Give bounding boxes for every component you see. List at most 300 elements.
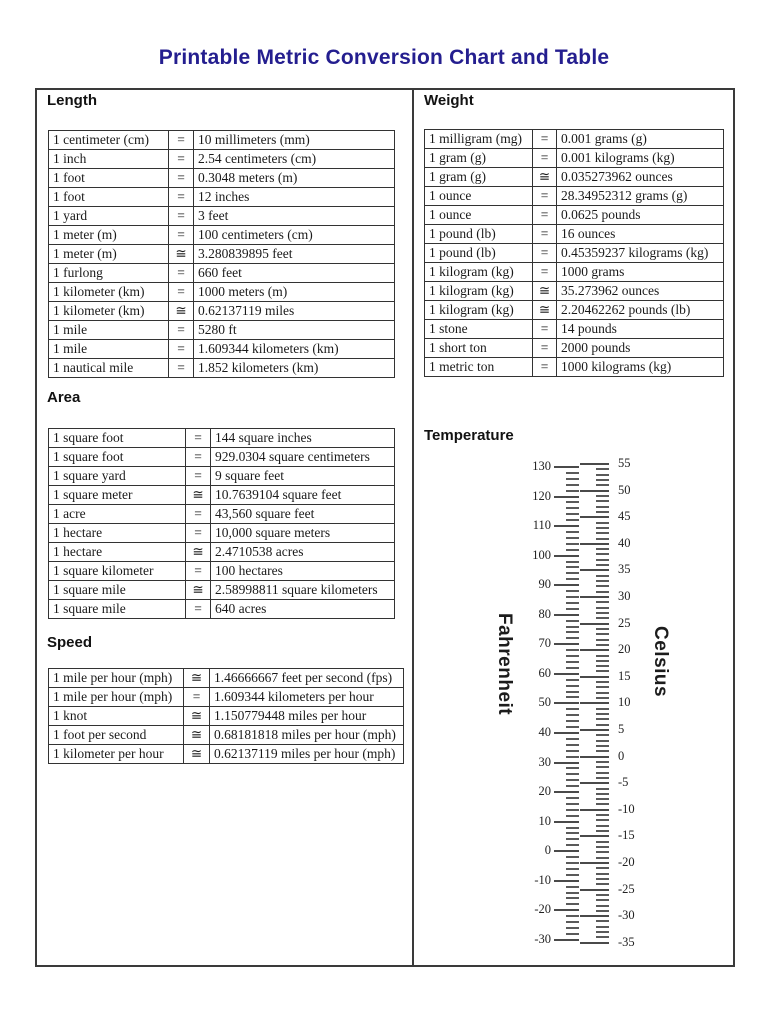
unit-cell: 1 short ton <box>425 339 533 358</box>
conversion-row <box>425 187 724 206</box>
celsius-tick-label: -15 <box>618 828 635 842</box>
value-cell: 640 acres <box>211 600 395 619</box>
celsius-tick-label: -10 <box>618 802 635 816</box>
conversion-row <box>49 669 404 688</box>
relation-cell: ≅ <box>186 581 211 600</box>
conversion-row <box>49 359 395 378</box>
unit-cell: 1 ounce <box>425 187 533 206</box>
fahrenheit-tick <box>566 602 579 604</box>
fahrenheit-tick-label: 100 <box>532 548 551 562</box>
fahrenheit-tick <box>566 626 579 628</box>
celsius-tick <box>596 564 609 566</box>
unit-cell: 1 mile <box>49 321 169 340</box>
conversion-row <box>425 149 724 168</box>
celsius-tick <box>596 931 609 933</box>
celsius-tick-label: 35 <box>618 562 631 576</box>
unit-cell: 1 gram (g) <box>425 168 533 187</box>
fahrenheit-tick-label: -20 <box>534 902 551 916</box>
celsius-tick-label: 5 <box>618 722 625 736</box>
relation-cell: ≅ <box>169 245 194 264</box>
value-cell: 1.609344 kilometers per hour <box>210 688 404 707</box>
fahrenheit-tick <box>554 525 579 527</box>
celsius-tick-label: 55 <box>618 456 631 470</box>
celsius-tick <box>596 713 609 715</box>
value-cell: 0.001 grams (g) <box>557 130 724 149</box>
relation-cell: ≅ <box>533 282 557 301</box>
value-cell: 14 pounds <box>557 320 724 339</box>
fahrenheit-tick <box>566 803 579 805</box>
fahrenheit-tick <box>566 566 579 568</box>
unit-cell: 1 mile per hour (mph) <box>49 669 184 688</box>
unit-cell: 1 hectare <box>49 524 186 543</box>
celsius-tick <box>596 681 609 683</box>
length-conversion-table <box>48 130 395 378</box>
fahrenheit-tick <box>566 484 579 486</box>
fahrenheit-tick <box>566 637 579 639</box>
relation-cell: = <box>533 358 557 377</box>
relation-cell: ≅ <box>184 745 210 764</box>
relation-cell: ≅ <box>186 543 211 562</box>
conversion-row <box>425 339 724 358</box>
celsius-tick <box>596 617 609 619</box>
fahrenheit-tick <box>554 643 579 645</box>
unit-cell: 1 kilometer (km) <box>49 302 169 321</box>
fahrenheit-axis-label: Fahrenheit <box>494 613 515 716</box>
relation-cell: = <box>186 505 211 524</box>
relation-cell: = <box>186 448 211 467</box>
fahrenheit-tick <box>566 490 579 492</box>
relation-cell: = <box>169 283 194 302</box>
relation-cell: = <box>184 688 210 707</box>
celsius-tick <box>596 819 609 821</box>
fahrenheit-tick-label: 40 <box>538 725 551 739</box>
celsius-tick <box>596 745 609 747</box>
value-cell: 660 feet <box>194 264 395 283</box>
conversion-row <box>49 283 395 302</box>
fahrenheit-tick <box>566 892 579 894</box>
fahrenheit-tick-label: 70 <box>538 636 551 650</box>
celsius-tick <box>596 538 609 540</box>
weight-section-heading: Weight <box>424 92 474 109</box>
celsius-tick-label: -35 <box>618 935 635 949</box>
celsius-tick <box>596 761 609 763</box>
conversion-row <box>425 244 724 263</box>
unit-cell: 1 inch <box>49 150 169 169</box>
value-cell: 10,000 square meters <box>211 524 395 543</box>
conversion-row <box>425 206 724 225</box>
conversion-row <box>49 321 395 340</box>
celsius-tick <box>596 522 609 524</box>
fahrenheit-tick <box>566 874 579 876</box>
relation-cell: = <box>186 429 211 448</box>
fahrenheit-tick <box>554 496 579 498</box>
unit-cell: 1 square mile <box>49 600 186 619</box>
celsius-tick <box>580 649 609 651</box>
conversion-row <box>49 188 395 207</box>
weight-conversion-table <box>424 129 724 377</box>
fahrenheit-tick <box>566 921 579 923</box>
temperature-section-heading: Temperature <box>424 427 514 444</box>
length-section-heading: Length <box>47 92 97 109</box>
celsius-tick <box>596 724 609 726</box>
celsius-tick <box>580 889 609 891</box>
unit-cell: 1 stone <box>425 320 533 339</box>
celsius-tick-label: 25 <box>618 616 631 630</box>
fahrenheit-tick-label: 80 <box>538 607 551 621</box>
fahrenheit-tick <box>566 809 579 811</box>
value-cell: 2.54 centimeters (cm) <box>194 150 395 169</box>
fahrenheit-tick-label: 60 <box>538 666 551 680</box>
celsius-tick <box>596 500 609 502</box>
celsius-tick <box>596 628 609 630</box>
unit-cell: 1 nautical mile <box>49 359 169 378</box>
fahrenheit-tick <box>566 726 579 728</box>
conversion-row <box>49 340 395 359</box>
value-cell: 10.7639104 square feet <box>211 486 395 505</box>
celsius-tick <box>596 601 609 603</box>
fahrenheit-tick <box>566 685 579 687</box>
relation-cell: = <box>169 321 194 340</box>
fahrenheit-tick <box>566 513 579 515</box>
relation-cell: = <box>533 244 557 263</box>
fahrenheit-tick <box>554 821 579 823</box>
conversion-row <box>49 302 395 321</box>
celsius-tick <box>580 596 609 598</box>
celsius-tick <box>596 734 609 736</box>
conversion-row <box>49 245 395 264</box>
fahrenheit-tick <box>566 915 579 917</box>
value-cell: 100 centimeters (cm) <box>194 226 395 245</box>
unit-cell: 1 furlong <box>49 264 169 283</box>
fahrenheit-tick <box>566 537 579 539</box>
relation-cell: = <box>169 264 194 283</box>
celsius-tick <box>596 740 609 742</box>
celsius-tick <box>596 639 609 641</box>
celsius-tick <box>596 766 609 768</box>
value-cell: 2.20462262 pounds (lb) <box>557 301 724 320</box>
unit-cell: 1 meter (m) <box>49 245 169 264</box>
celsius-tick <box>596 633 609 635</box>
fahrenheit-tick <box>566 785 579 787</box>
fahrenheit-tick <box>566 750 579 752</box>
celsius-tick <box>596 655 609 657</box>
celsius-tick <box>580 862 609 864</box>
celsius-tick <box>596 851 609 853</box>
fahrenheit-tick <box>566 696 579 698</box>
celsius-tick <box>596 910 609 912</box>
celsius-tick <box>596 474 609 476</box>
celsius-tick <box>596 527 609 529</box>
celsius-tick <box>596 905 609 907</box>
fahrenheit-tick <box>566 738 579 740</box>
celsius-axis-label: Celsius <box>650 626 671 698</box>
unit-cell: 1 kilometer per hour <box>49 745 184 764</box>
conversion-row <box>49 207 395 226</box>
fahrenheit-tick <box>566 708 579 710</box>
celsius-tick <box>596 883 609 885</box>
fahrenheit-tick <box>566 661 579 663</box>
fahrenheit-tick <box>566 756 579 758</box>
fahrenheit-tick <box>566 507 579 509</box>
fahrenheit-tick <box>566 838 579 840</box>
relation-cell: = <box>186 600 211 619</box>
unit-cell: 1 acre <box>49 505 186 524</box>
relation-cell: ≅ <box>533 301 557 320</box>
unit-cell: 1 mile per hour (mph) <box>49 688 184 707</box>
unit-cell: 1 meter (m) <box>49 226 169 245</box>
value-cell: 43,560 square feet <box>211 505 395 524</box>
celsius-tick <box>596 644 609 646</box>
value-cell: 3 feet <box>194 207 395 226</box>
relation-cell: = <box>169 131 194 150</box>
fahrenheit-tick <box>554 584 579 586</box>
unit-cell: 1 gram (g) <box>425 149 533 168</box>
relation-cell: = <box>186 562 211 581</box>
value-cell: 1.46666667 feet per second (fps) <box>210 669 404 688</box>
conversion-row <box>425 320 724 339</box>
fahrenheit-tick <box>566 815 579 817</box>
fahrenheit-tick <box>566 844 579 846</box>
conversion-row <box>49 726 404 745</box>
celsius-tick <box>580 756 609 758</box>
fahrenheit-tick <box>554 614 579 616</box>
celsius-tick <box>596 468 609 470</box>
celsius-tick <box>596 899 609 901</box>
celsius-tick <box>596 660 609 662</box>
unit-cell: 1 foot <box>49 188 169 207</box>
celsius-tick <box>596 585 609 587</box>
fahrenheit-tick-label: 30 <box>538 755 551 769</box>
conversion-row <box>49 524 395 543</box>
celsius-tick <box>596 936 609 938</box>
fahrenheit-tick <box>554 909 579 911</box>
celsius-tick-label: 45 <box>618 509 631 523</box>
value-cell: 100 hectares <box>211 562 395 581</box>
celsius-tick <box>580 569 609 571</box>
value-cell: 0.62137119 miles per hour (mph) <box>210 745 404 764</box>
value-cell: 2000 pounds <box>557 339 724 358</box>
celsius-tick-label: -5 <box>618 775 629 789</box>
conversion-row <box>425 301 724 320</box>
conversion-row <box>49 131 395 150</box>
unit-cell: 1 square yard <box>49 467 186 486</box>
conversion-row <box>425 263 724 282</box>
unit-cell: 1 square foot <box>49 429 186 448</box>
fahrenheit-tick <box>554 850 579 852</box>
conversion-row <box>425 168 724 187</box>
celsius-tick <box>596 479 609 481</box>
celsius-tick <box>580 676 609 678</box>
celsius-tick <box>580 942 609 944</box>
unit-cell: 1 yard <box>49 207 169 226</box>
unit-cell: 1 pound (lb) <box>425 244 533 263</box>
celsius-tick <box>596 686 609 688</box>
celsius-tick <box>596 825 609 827</box>
value-cell: 28.34952312 grams (g) <box>557 187 724 206</box>
unit-cell: 1 metric ton <box>425 358 533 377</box>
fahrenheit-tick <box>554 555 579 557</box>
conversion-row <box>49 505 395 524</box>
unit-cell: 1 kilogram (kg) <box>425 282 533 301</box>
fahrenheit-tick-label: -10 <box>534 873 551 887</box>
conversion-row <box>49 562 395 581</box>
fahrenheit-tick <box>566 631 579 633</box>
conversion-row <box>49 429 395 448</box>
conversion-row <box>425 130 724 149</box>
relation-cell: = <box>169 207 194 226</box>
fahrenheit-tick-label: 10 <box>538 814 551 828</box>
fahrenheit-tick-label: 120 <box>532 489 551 503</box>
fahrenheit-tick <box>566 649 579 651</box>
conversion-row <box>425 282 724 301</box>
value-cell: 1000 kilograms (kg) <box>557 358 724 377</box>
relation-cell: = <box>533 206 557 225</box>
conversion-row <box>49 467 395 486</box>
celsius-tick <box>596 798 609 800</box>
celsius-tick <box>580 835 609 837</box>
speed-conversion-table <box>48 668 404 764</box>
fahrenheit-tick <box>566 519 579 521</box>
fahrenheit-tick <box>566 561 579 563</box>
celsius-tick <box>596 926 609 928</box>
fahrenheit-tick <box>566 720 579 722</box>
unit-cell: 1 square meter <box>49 486 186 505</box>
celsius-tick <box>596 750 609 752</box>
celsius-tick <box>580 915 609 917</box>
unit-cell: 1 milligram (mg) <box>425 130 533 149</box>
celsius-tick-label: 40 <box>618 536 631 550</box>
relation-cell: = <box>169 340 194 359</box>
value-cell: 9 square feet <box>211 467 395 486</box>
relation-cell: = <box>533 263 557 282</box>
value-cell: 5280 ft <box>194 321 395 340</box>
celsius-tick <box>596 591 609 593</box>
celsius-tick <box>596 772 609 774</box>
conversion-row <box>49 169 395 188</box>
conversion-row <box>49 150 395 169</box>
value-cell: 0.68181818 miles per hour (mph) <box>210 726 404 745</box>
celsius-tick <box>596 873 609 875</box>
fahrenheit-tick <box>566 608 579 610</box>
fahrenheit-tick <box>566 578 579 580</box>
relation-cell: = <box>169 226 194 245</box>
value-cell: 0.035273962 ounces <box>557 168 724 187</box>
relation-cell: = <box>169 188 194 207</box>
relation-cell: = <box>169 359 194 378</box>
value-cell: 1.609344 kilometers (km) <box>194 340 395 359</box>
fahrenheit-tick <box>566 832 579 834</box>
fahrenheit-tick <box>554 880 579 882</box>
unit-cell: 1 ounce <box>425 206 533 225</box>
relation-cell: = <box>533 225 557 244</box>
value-cell: 0.3048 meters (m) <box>194 169 395 188</box>
celsius-tick <box>580 623 609 625</box>
conversion-row <box>49 448 395 467</box>
relation-cell: ≅ <box>186 486 211 505</box>
celsius-tick <box>596 718 609 720</box>
celsius-tick-label: 20 <box>618 642 631 656</box>
unit-cell: 1 foot <box>49 169 169 188</box>
celsius-tick <box>596 708 609 710</box>
celsius-tick <box>596 777 609 779</box>
unit-cell: 1 square foot <box>49 448 186 467</box>
conversion-row <box>49 543 395 562</box>
celsius-tick <box>596 697 609 699</box>
fahrenheit-tick <box>566 886 579 888</box>
fahrenheit-tick <box>566 868 579 870</box>
celsius-tick <box>596 841 609 843</box>
fahrenheit-tick <box>566 472 579 474</box>
fahrenheit-tick <box>566 620 579 622</box>
conversion-row <box>49 707 404 726</box>
fahrenheit-tick <box>566 827 579 829</box>
conversion-row <box>49 264 395 283</box>
unit-cell: 1 mile <box>49 340 169 359</box>
value-cell: 144 square inches <box>211 429 395 448</box>
fahrenheit-tick-label: 130 <box>532 459 551 473</box>
area-section-heading: Area <box>47 389 81 406</box>
fahrenheit-tick-label: 50 <box>538 695 551 709</box>
thermometer-chart <box>413 428 713 963</box>
fahrenheit-tick <box>566 590 579 592</box>
speed-section-heading: Speed <box>47 634 93 651</box>
value-cell: 12 inches <box>194 188 395 207</box>
celsius-tick <box>596 814 609 816</box>
celsius-tick <box>596 575 609 577</box>
unit-cell: 1 kilometer (km) <box>49 283 169 302</box>
celsius-tick <box>596 692 609 694</box>
fahrenheit-tick <box>566 543 579 545</box>
celsius-tick <box>596 670 609 672</box>
fahrenheit-tick-label: 110 <box>532 518 551 532</box>
unit-cell: 1 centimeter (cm) <box>49 131 169 150</box>
value-cell: 10 millimeters (mm) <box>194 131 395 150</box>
relation-cell: ≅ <box>184 726 210 745</box>
fahrenheit-tick <box>566 779 579 781</box>
fahrenheit-tick <box>566 744 579 746</box>
conversion-row <box>49 581 395 600</box>
fahrenheit-tick <box>566 679 579 681</box>
value-cell: 35.273962 ounces <box>557 282 724 301</box>
celsius-tick <box>596 878 609 880</box>
relation-cell: = <box>533 187 557 206</box>
celsius-tick <box>580 463 609 465</box>
fahrenheit-tick <box>566 797 579 799</box>
conversion-row <box>425 225 724 244</box>
fahrenheit-tick <box>554 732 579 734</box>
celsius-tick-label: -30 <box>618 908 635 922</box>
value-cell: 1000 meters (m) <box>194 283 395 302</box>
celsius-tick <box>596 506 609 508</box>
relation-cell: = <box>533 339 557 358</box>
fahrenheit-tick <box>566 531 579 533</box>
fahrenheit-tick <box>566 897 579 899</box>
relation-cell: ≅ <box>184 707 210 726</box>
value-cell: 2.4710538 acres <box>211 543 395 562</box>
celsius-tick <box>580 782 609 784</box>
celsius-tick <box>596 559 609 561</box>
fahrenheit-tick <box>566 862 579 864</box>
relation-cell: = <box>533 320 557 339</box>
unit-cell: 1 hectare <box>49 543 186 562</box>
unit-cell: 1 knot <box>49 707 184 726</box>
relation-cell: ≅ <box>184 669 210 688</box>
fahrenheit-tick <box>554 702 579 704</box>
value-cell: 1.150779448 miles per hour <box>210 707 404 726</box>
celsius-tick <box>596 830 609 832</box>
celsius-tick-label: 30 <box>618 589 631 603</box>
fahrenheit-tick <box>566 927 579 929</box>
